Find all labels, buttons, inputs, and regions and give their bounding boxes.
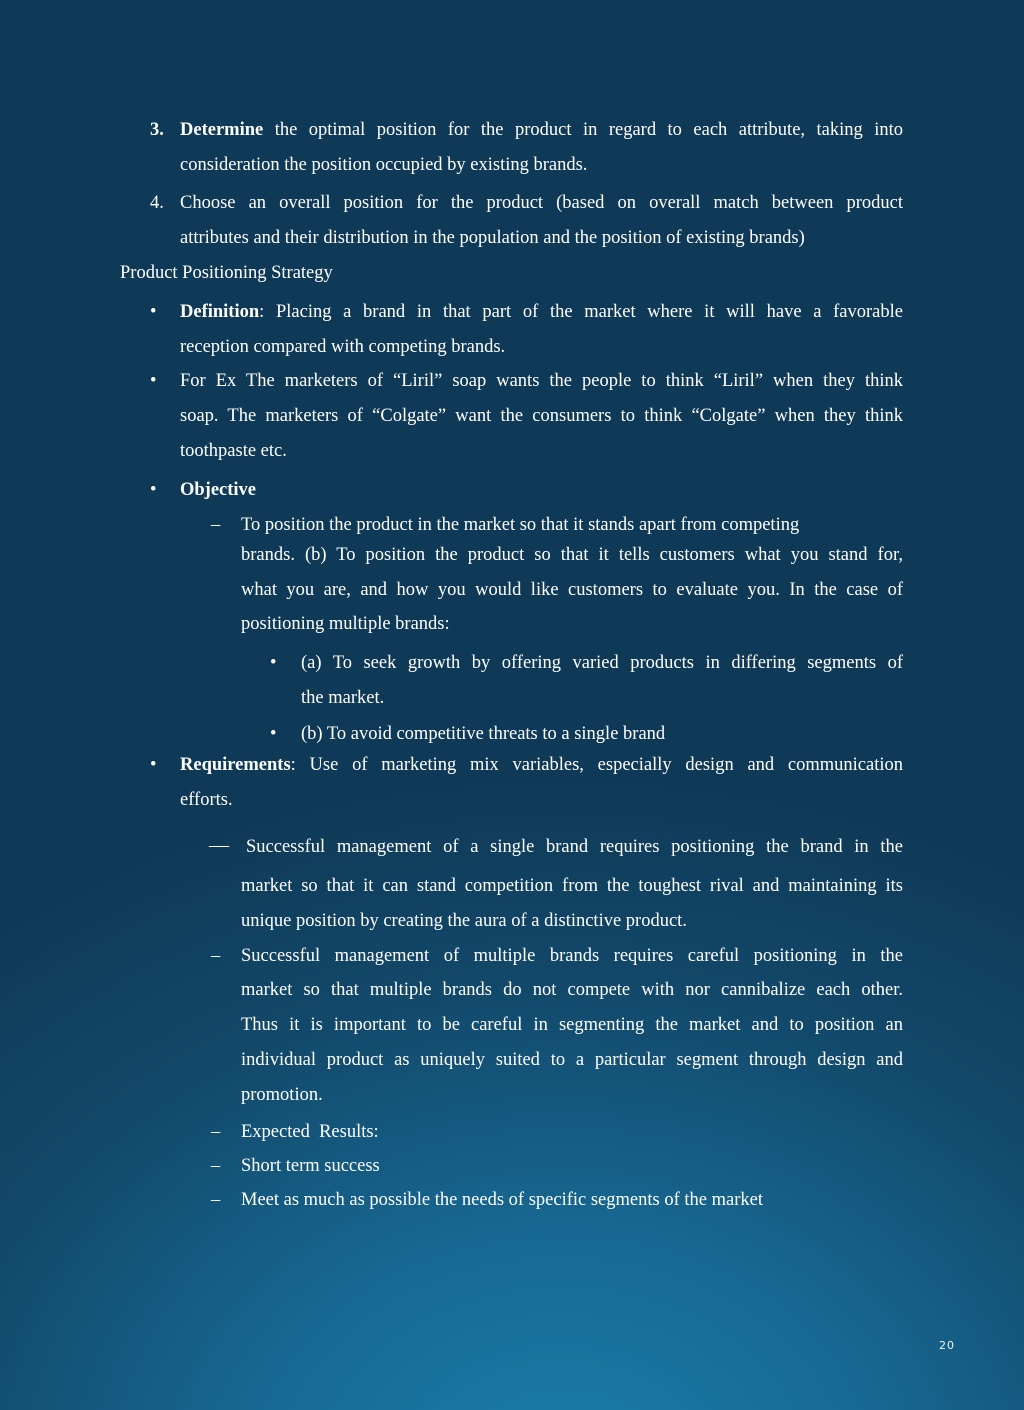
multiple-brands-line3: Thus it is important to be careful in segmenting the market and to position an (241, 1015, 903, 1035)
definition-line1: Definition: Placing a brand in that part of the market where it will have a favorable (180, 302, 903, 322)
bullet-definition: • (150, 302, 157, 322)
objective-line1: To position the product in the market so that it stands apart from competing (241, 515, 800, 535)
requirements-line1: Requirements: Use of marketing mix variables, especially design and communication (180, 755, 903, 775)
page-number: 20 (939, 1339, 955, 1352)
dash-objective: – (211, 515, 221, 535)
objective-heading: Objective (180, 480, 257, 500)
multiple-brands-line2: market so that multiple brands do not compete with nor cannibalize each other. (241, 980, 903, 1000)
bullet-example: • (150, 371, 157, 391)
short-term-success: Short term success (241, 1156, 380, 1176)
item4-line1: Choose an overall position for the product (based on overall match between product (180, 193, 903, 213)
sub-a-line2: the market. (301, 688, 385, 708)
section-heading: Product Positioning Strategy (120, 263, 333, 283)
dash-expected-results: – (211, 1122, 221, 1142)
dash-short-term: – (211, 1156, 221, 1176)
single-brand-line1: Successful management of a single brand requires positioning the brand in the (246, 837, 903, 857)
multiple-brands-line5: promotion. (241, 1085, 323, 1105)
definition-line2: reception compared with competing brands. (180, 337, 506, 357)
item3-line2: consideration the position occupied by existing brands. (180, 155, 588, 175)
objective-line3: what you are, and how you would like customers to evaluate you. In the case of (241, 580, 903, 600)
multiple-brands-line4: individual product as uniquely suited to a particular segment through design and (241, 1050, 903, 1070)
item3-bold-term: Determine (180, 120, 264, 140)
item4-line2: attributes and their distribution in the population and the position of existing brands) (180, 228, 805, 248)
dash-multiple-brands: – (211, 946, 221, 966)
dash-single-brand: — (209, 834, 229, 856)
bullet-objective: • (150, 480, 157, 500)
list-number-4: 4. (150, 193, 164, 213)
definition-bold-term: Definition (180, 302, 260, 322)
bullet-requirements: • (150, 755, 157, 775)
example-line1: For Ex The marketers of “Liril” soap wants the people to think “Liril” when they think (180, 371, 903, 391)
objective-line4: positioning multiple brands: (241, 614, 450, 634)
expected-results: Expected Results: (241, 1122, 379, 1142)
bullet-sub-b: • (270, 724, 277, 744)
sub-b-line1: (b) To avoid competitive threats to a single brand (301, 724, 666, 744)
list-number-3: 3. (150, 120, 164, 140)
meet-needs: Meet as much as possible the needs of specific segments of the market (241, 1190, 763, 1210)
sub-a-line1: (a) To seek growth by offering varied products in differing segments of (301, 653, 903, 673)
dash-meet-needs: – (211, 1190, 221, 1210)
item3-line1: Determine the optimal position for the product in regard to each attribute, taking into (180, 120, 903, 140)
single-brand-line3: unique position by creating the aura of a distinctive product. (241, 911, 687, 931)
requirements-line2: efforts. (180, 790, 233, 810)
example-line3: toothpaste etc. (180, 441, 287, 461)
bullet-sub-a: • (270, 653, 277, 673)
single-brand-line2: market so that it can stand competition from the toughest rival and maintaining its (241, 876, 903, 896)
requirements-bold-term: Requirements (180, 755, 291, 775)
example-line2: soap. The marketers of “Colgate” want the consumers to think “Colgate” when they think (180, 406, 903, 426)
objective-line2: brands. (b) To position the product so that it tells customers what you stand for, (241, 545, 903, 565)
multiple-brands-line1: Successful management of multiple brands requires careful positioning in the (241, 946, 903, 966)
